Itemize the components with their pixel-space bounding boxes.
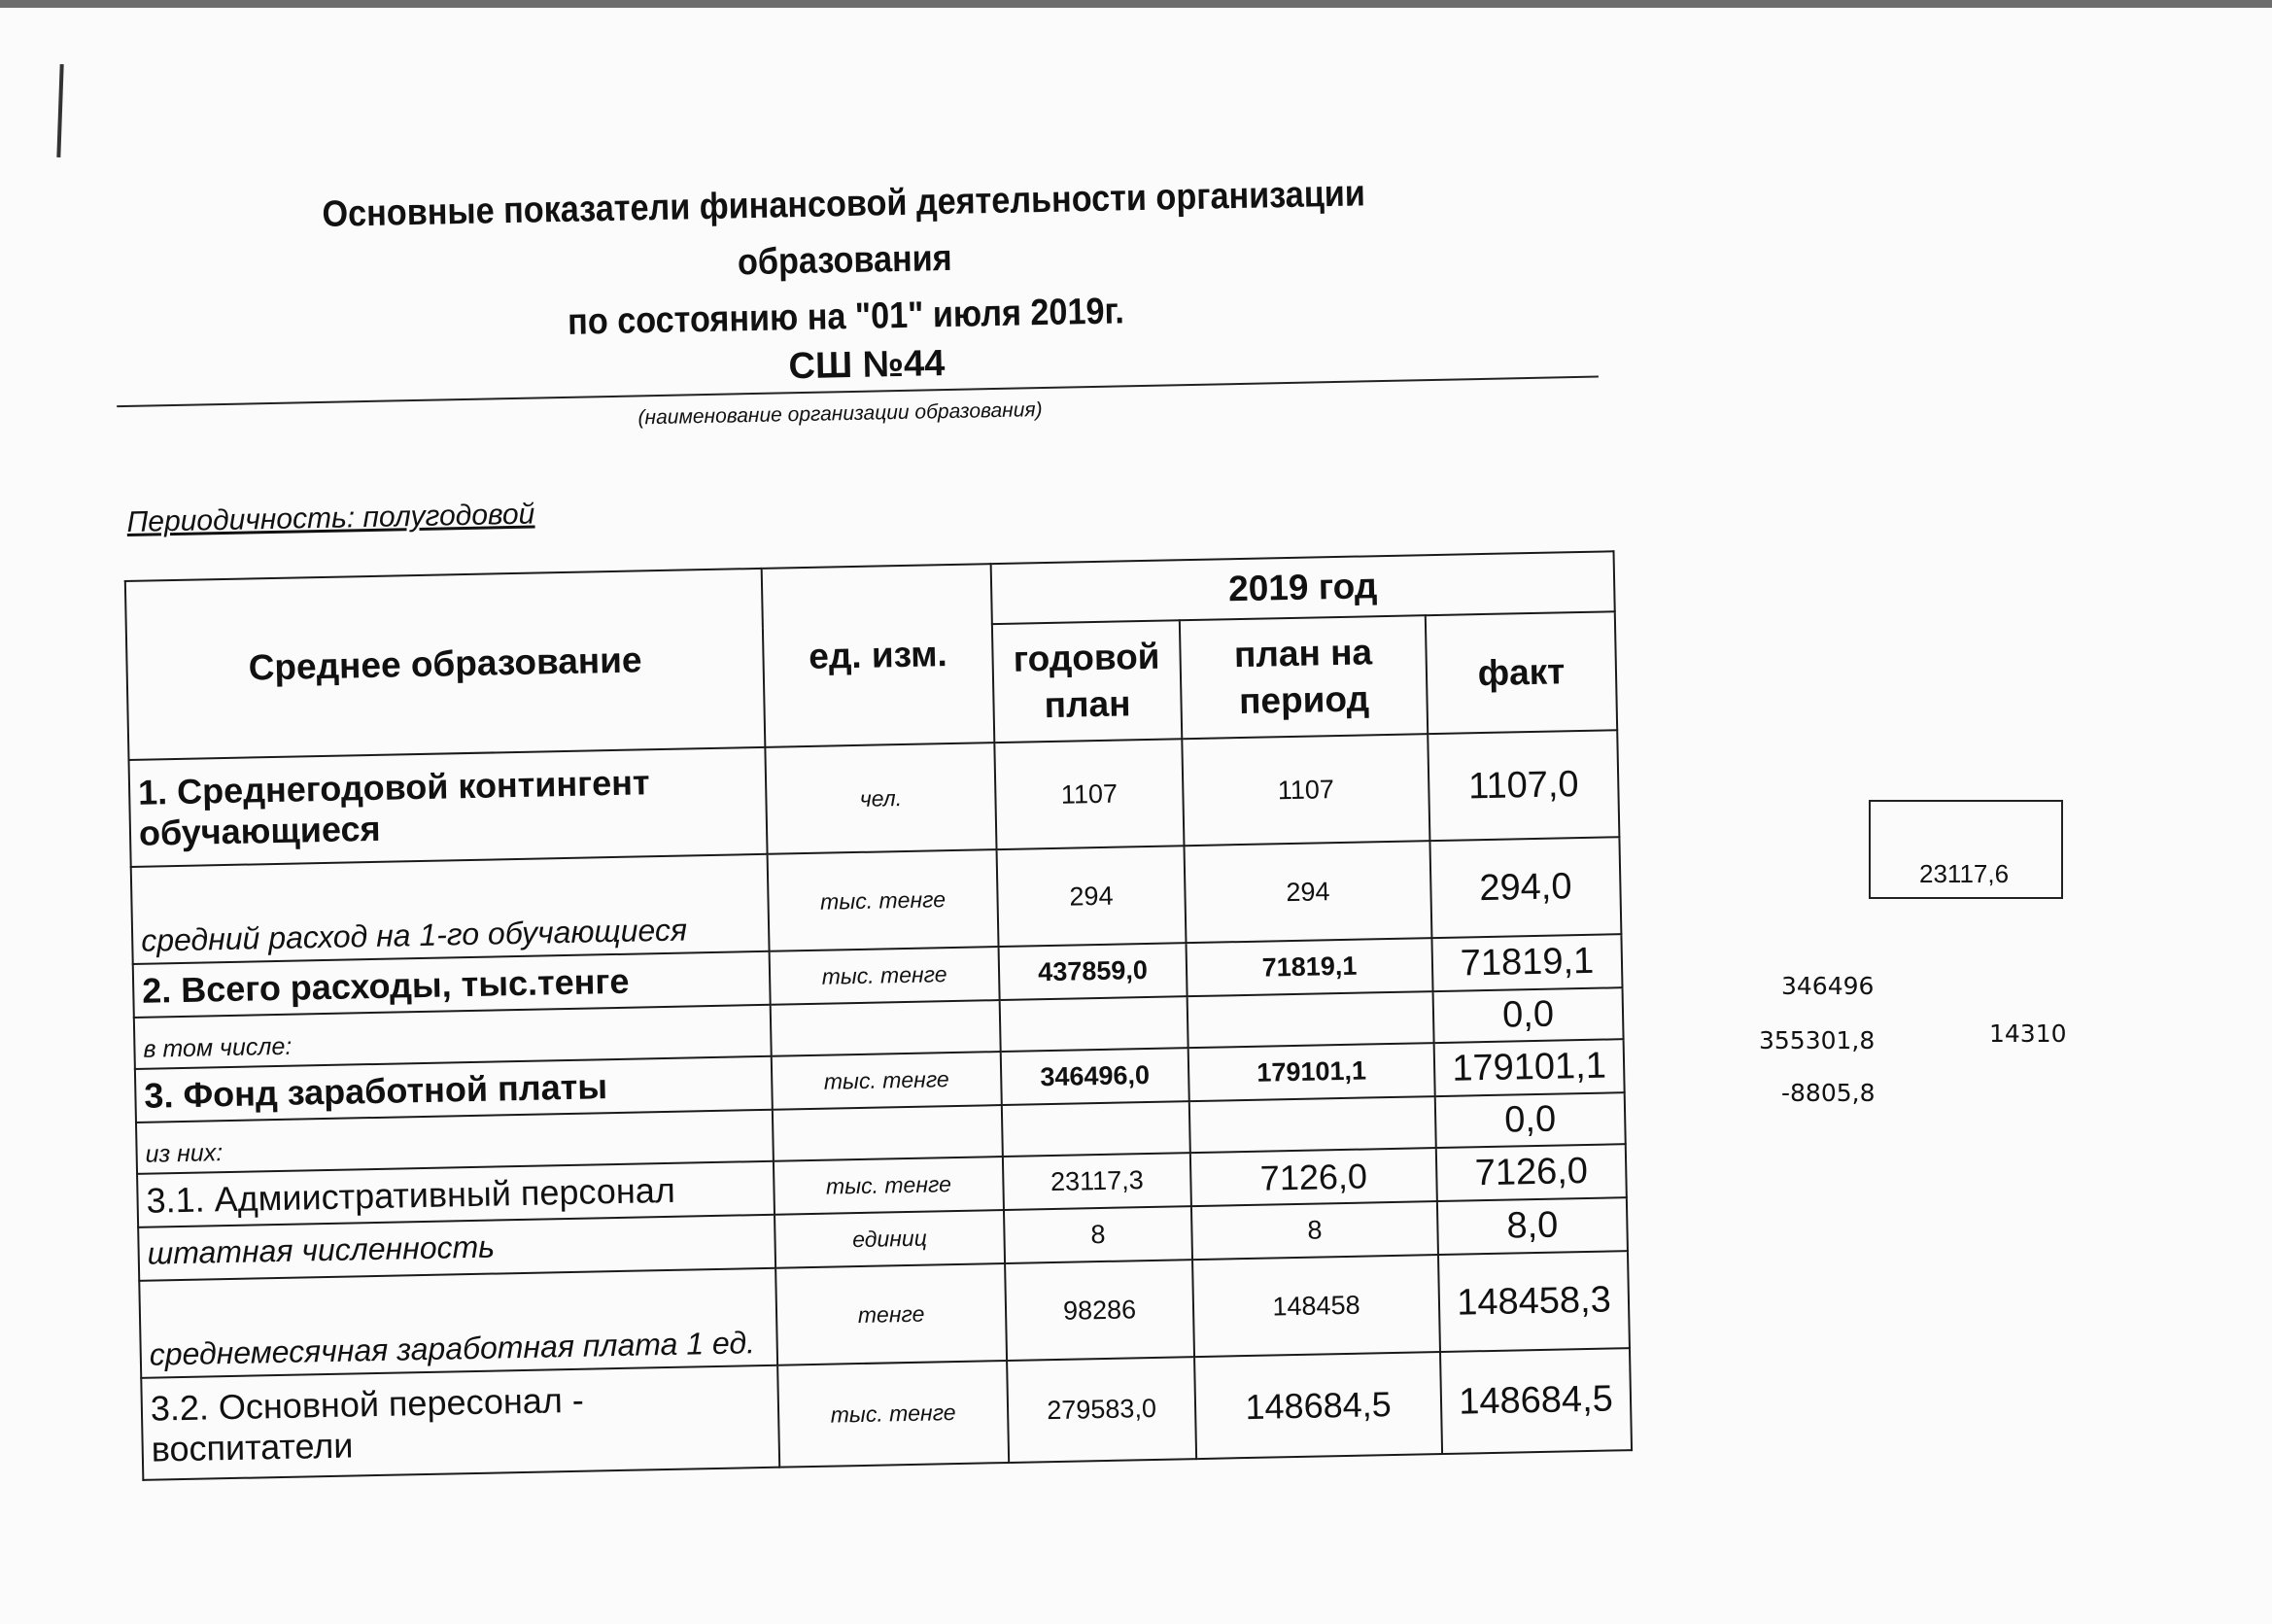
row-unit: тыс. тенге bbox=[770, 947, 1000, 1005]
row-name: 2. Всего расходы, тыс.тенге bbox=[133, 951, 771, 1018]
row-name-line1: 3.2. Основной пересонал - bbox=[150, 1379, 585, 1429]
row-period-plan: 294 bbox=[1184, 841, 1431, 943]
header-period-plan-line2: период bbox=[1238, 678, 1370, 722]
title-line-1: Основные показатели финансовой деятельности организации образования bbox=[322, 173, 1366, 284]
header-annual-plan bbox=[992, 620, 1182, 743]
header-unit: ед. изм. bbox=[762, 564, 995, 747]
row-name bbox=[128, 747, 767, 867]
row-annual-plan: 294 bbox=[997, 846, 1187, 947]
header-fact: факт bbox=[1426, 611, 1617, 734]
row-unit: тыс. тенге bbox=[774, 1157, 1004, 1215]
row-unit: единиц bbox=[775, 1210, 1005, 1268]
row-name: средний расход на 1-го обучающиеся bbox=[131, 854, 770, 964]
row-annual-plan: 1107 bbox=[994, 739, 1184, 849]
row-unit: чел. bbox=[765, 743, 996, 854]
row-name: штатная численность bbox=[138, 1215, 775, 1281]
row-name: 3.1. Адмиистративный персонал bbox=[137, 1161, 775, 1227]
document-title bbox=[231, 163, 1459, 357]
row-period-plan: 7126,0 bbox=[1190, 1148, 1437, 1206]
row-unit: тенге bbox=[775, 1263, 1007, 1365]
header-period-plan-line1: план на bbox=[1233, 632, 1373, 675]
row-period-plan: 148684,5 bbox=[1194, 1352, 1442, 1459]
header-annual-plan-line2: план bbox=[1044, 683, 1131, 726]
header-name: Среднее образование bbox=[125, 569, 766, 760]
row-fact: 179101,1 bbox=[1434, 1039, 1625, 1096]
row-annual-plan: 437859,0 bbox=[999, 943, 1188, 1000]
side-note-value: -8805,8 bbox=[1781, 1079, 1876, 1107]
side-note-value: 346496 bbox=[1781, 972, 1875, 1000]
row-name bbox=[141, 1365, 779, 1480]
row-period-plan bbox=[1189, 1096, 1436, 1153]
row-unit: тыс. тенге bbox=[777, 1361, 1009, 1468]
row-period-plan bbox=[1188, 991, 1434, 1048]
side-note-box bbox=[1869, 800, 2063, 899]
title-line-2: по состоянию на "01" июля 2019г. bbox=[567, 291, 1125, 343]
row-fact: 1107,0 bbox=[1428, 730, 1619, 841]
row-annual-plan bbox=[1000, 996, 1188, 1052]
row-period-plan: 1107 bbox=[1182, 734, 1429, 846]
row-fact: 71819,1 bbox=[1431, 934, 1622, 991]
organization-caption: (наименование организации образования) bbox=[637, 398, 1043, 430]
header-period-plan bbox=[1180, 615, 1428, 739]
row-period-plan: 71819,1 bbox=[1186, 938, 1432, 996]
row-annual-plan bbox=[1002, 1101, 1190, 1157]
header-year: 2019 год bbox=[991, 551, 1615, 624]
row-name: среднемесячная заработная плата 1 ед. bbox=[139, 1268, 777, 1378]
side-note-box-value: 23117,6 bbox=[1919, 859, 2010, 888]
row-fact: 294,0 bbox=[1429, 837, 1621, 938]
row-fact: 0,0 bbox=[1433, 987, 1624, 1043]
row-period-plan: 179101,1 bbox=[1188, 1043, 1435, 1101]
row-unit: тыс. тенге bbox=[772, 1052, 1002, 1110]
row-fact: 8,0 bbox=[1437, 1197, 1628, 1255]
row-unit bbox=[773, 1105, 1003, 1161]
financial-indicators-table bbox=[124, 550, 1633, 1481]
row-name-line1: 1. Среднегодовой контингент bbox=[137, 762, 650, 812]
row-fact: 148458,3 bbox=[1438, 1251, 1630, 1352]
periodicity-label: Периодичность: полугодовой bbox=[126, 498, 535, 538]
row-unit: тыс. тенге bbox=[768, 849, 999, 951]
row-annual-plan: 23117,3 bbox=[1003, 1153, 1191, 1210]
side-note-value: 14310 bbox=[1989, 1019, 2067, 1048]
organization-name: СШ №44 bbox=[788, 343, 946, 388]
row-unit bbox=[771, 1000, 1001, 1056]
row-fact: 7126,0 bbox=[1436, 1144, 1627, 1201]
row-period-plan: 8 bbox=[1191, 1201, 1438, 1260]
row-name-line2: воспитатели bbox=[151, 1425, 354, 1469]
row-annual-plan: 346496,0 bbox=[1001, 1048, 1189, 1105]
row-annual-plan: 8 bbox=[1004, 1206, 1192, 1263]
row-annual-plan: 279583,0 bbox=[1007, 1357, 1196, 1463]
row-fact: 0,0 bbox=[1435, 1092, 1626, 1148]
row-name: из них: bbox=[136, 1110, 774, 1174]
row-name: в том числе: bbox=[134, 1005, 772, 1069]
side-note-value: 355301,8 bbox=[1759, 1026, 1876, 1054]
row-fact: 148684,5 bbox=[1440, 1348, 1632, 1454]
row-name-line2: обучающиеся bbox=[138, 808, 381, 853]
row-period-plan: 148458 bbox=[1192, 1255, 1440, 1357]
row-annual-plan: 98286 bbox=[1005, 1260, 1194, 1361]
header-annual-plan-line1: годовой bbox=[1013, 636, 1160, 679]
row-name: 3. Фонд заработной платы bbox=[135, 1056, 773, 1123]
